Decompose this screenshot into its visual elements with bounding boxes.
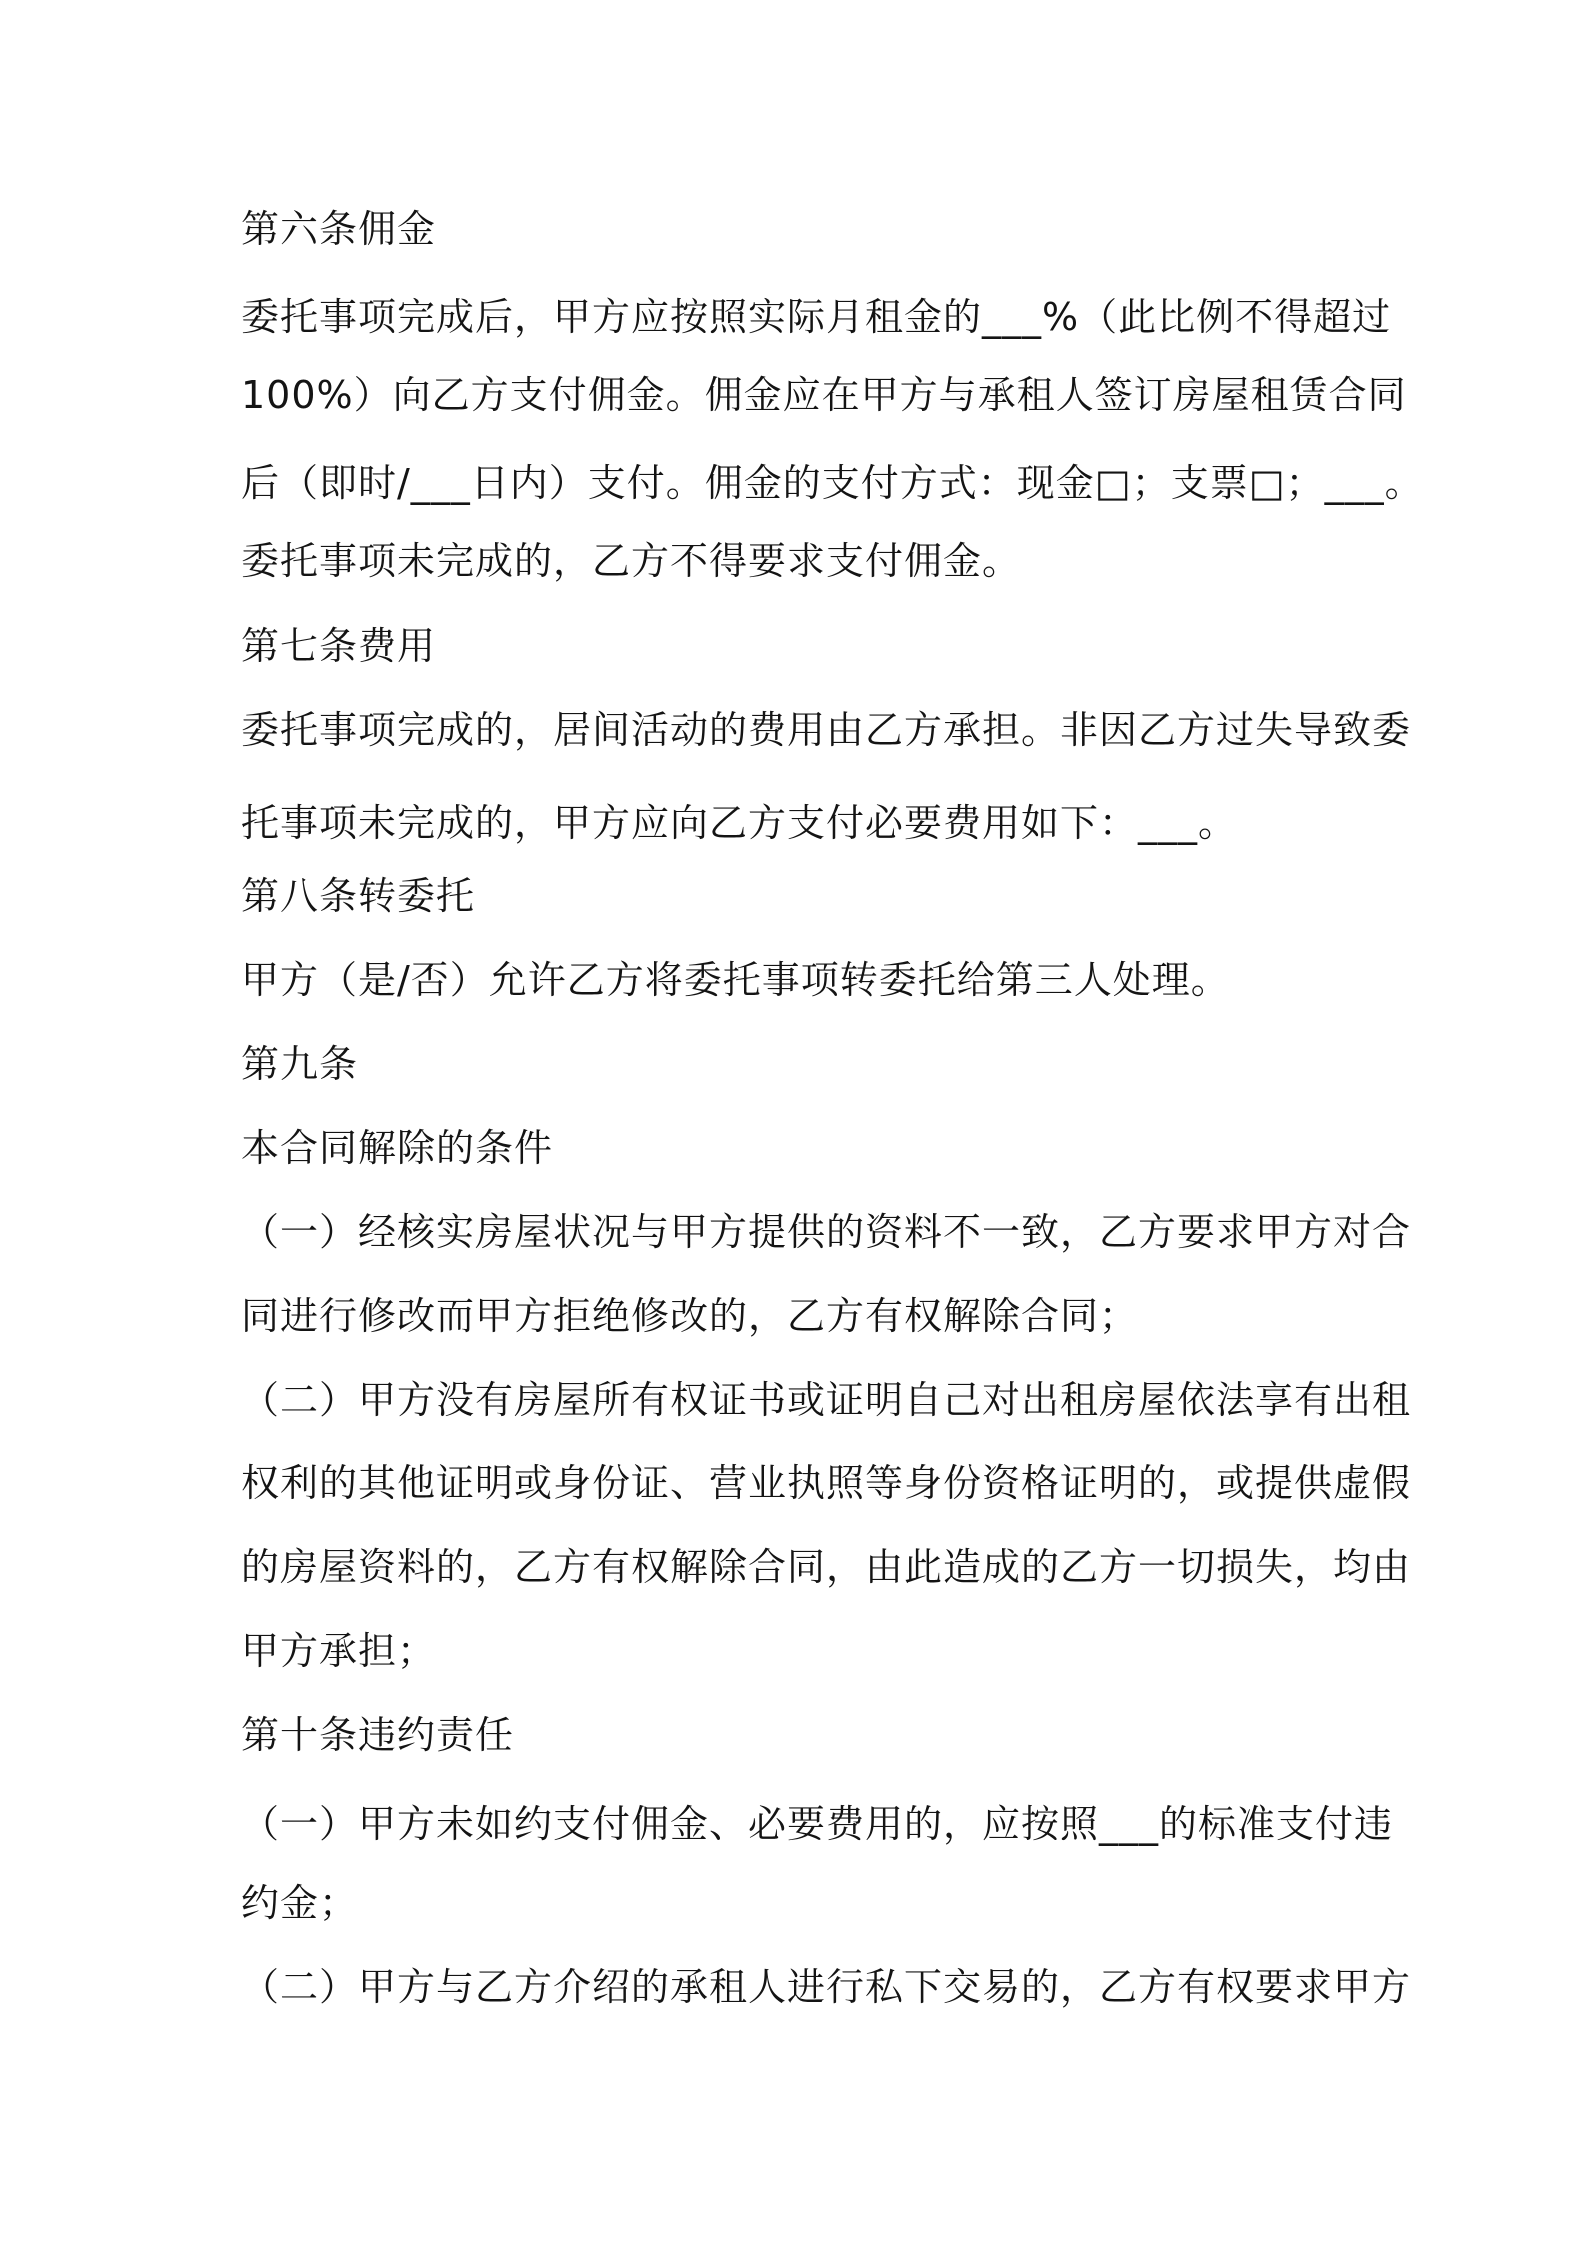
list-item-line: 甲方承担； [241,1629,437,1673]
list-item-line: 的房屋资料的，乙方有权解除合同，由此造成的乙方一切损失，均由 [241,1545,1412,1589]
list-item-line: （一）经核实房屋状况与甲方提供的资料不一致，乙方要求甲方对合 [241,1210,1412,1254]
paragraph-line: 100%）向乙方支付佣金。佣金应在甲方与承租人签订房屋租赁合同 [241,373,1407,417]
list-item-line: （二）甲方没有房屋所有权证书或证明自己对出租房屋依法享有出租 [241,1378,1412,1422]
section-8-heading: 第八条转委托 [241,874,476,918]
list-item-line: 同进行修改而甲方拒绝修改的，乙方有权解除合同； [241,1294,1139,1338]
paragraph-line: 委托事项完成的，居间活动的费用由乙方承担。非因乙方过失导致委 [241,708,1412,752]
list-item-line: 权利的其他证明或身份证、营业执照等身份资格证明的，或提供虚假 [241,1461,1412,1505]
section-7-heading: 第七条费用 [241,624,437,668]
paragraph-line: 托事项未完成的，甲方应向乙方支付必要费用如下：___。 [241,801,1238,845]
list-item-line: （二）甲方与乙方介绍的承租人进行私下交易的，乙方有权要求甲方 [241,1965,1412,2009]
section-10-heading: 第十条违约责任 [241,1713,515,1757]
paragraph-line: 委托事项完成后，甲方应按照实际月租金的___%（此比例不得超过 [241,295,1392,339]
list-item-line: 约金； [241,1881,359,1925]
section-9-heading: 第九条 [241,1042,359,1086]
list-item-line: （一）甲方未如约支付佣金、必要费用的，应按照___的标准支付违 [241,1802,1394,1846]
paragraph-line: 甲方（是/否）允许乙方将委托事项转委托给第三人处理。 [241,958,1230,1002]
paragraph-line: 本合同解除的条件 [241,1126,554,1170]
section-6-heading: 第六条佣金 [241,207,437,251]
paragraph-line: 后（即时/___日内）支付。佣金的支付方式：现金□；支票□；___。 [241,461,1424,505]
paragraph-line: 委托事项未完成的，乙方不得要求支付佣金。 [241,539,1022,583]
